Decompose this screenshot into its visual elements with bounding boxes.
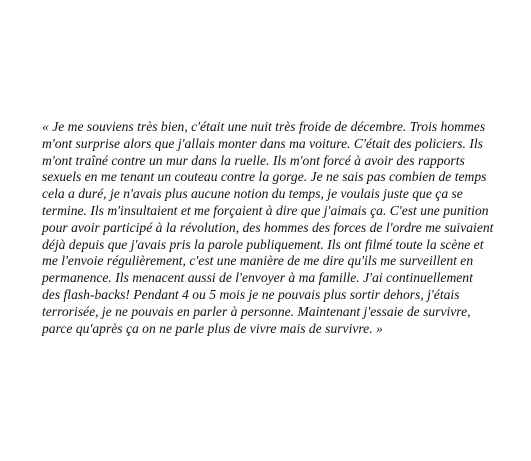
quote-line: déjà depuis que j'avais pris la parole publiquement. Ils ont filmé toute la scène et <box>42 236 484 252</box>
quote-line: cela a duré, je n'avais plus aucune notion du temps, je voulais juste que ça se <box>42 186 463 202</box>
quote-line: permanence. Ils menacent aussi de l'envoyer à ma famille. J'ai continuellement <box>42 270 473 286</box>
quote-line: termine. Ils m'insultaient et me forçaient à dire que j'aimais ça. C'est une punition <box>42 202 489 218</box>
quote-line: terrorisée, je ne pouvais en parler à personne. Maintenant j'essaie de survivre, <box>42 303 471 319</box>
quote-line: me l'envoie régulièrement, c'est une manière de me dire qu'ils me surveillent en <box>42 253 474 269</box>
quote-line: parce qu'après ça on ne parle plus de vivre mais de survivre. » <box>42 320 383 336</box>
quote-line: des flash-backs! Pendant 4 ou 5 mois je ne pouvais plus sortir dehors, j'étais <box>42 286 460 302</box>
quote-line: sexuels en me tenant un couteau contre la gorge. Je ne sais pas combien de temps <box>42 169 487 185</box>
quote-line: m'ont traîné contre un mur dans la ruelle. Ils m'ont forcé à avoir des rapports <box>42 152 465 168</box>
testimony-quote <box>42 119 517 337</box>
quote-line: m'ont surprise alors que j'allais monter dans ma voiture. C'était des policiers. Ils <box>42 135 483 151</box>
quote-line: pour avoir participé à la révolution, des hommes des forces de l'ordre me suivaient <box>42 219 494 235</box>
quote-line: « Je me souviens très bien, c'était une nuit très froide de décembre. Trois hommes <box>42 119 486 134</box>
